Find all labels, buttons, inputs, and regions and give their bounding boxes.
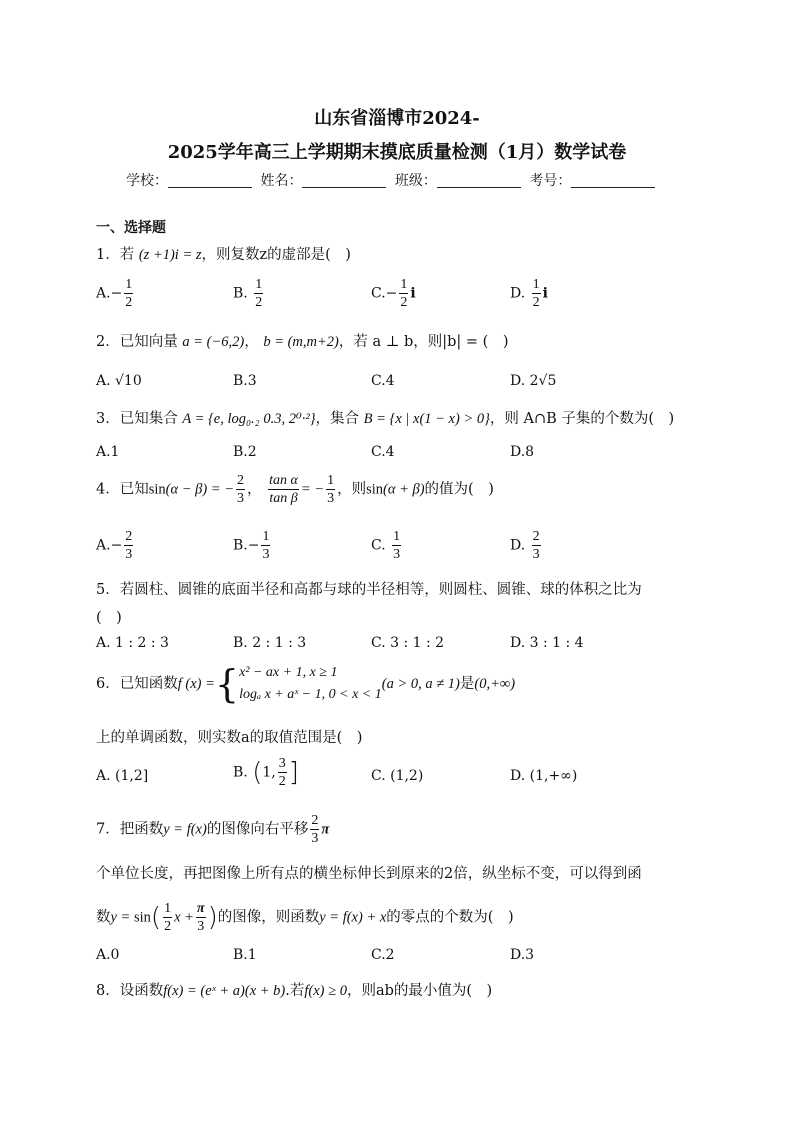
- question-text: 把函数: [119, 821, 164, 838]
- function: y = f(x): [163, 821, 207, 838]
- option-a: A. √10: [96, 373, 142, 389]
- question-5: [96, 578, 642, 599]
- question-3: [96, 407, 674, 428]
- question-text: 已知向量: [119, 334, 178, 350]
- option-d: D. 3 : 1 : 4: [510, 635, 584, 651]
- option-b: B.− $\frac{1}{3}$: [233, 529, 270, 562]
- option-b: B.3: [233, 373, 257, 389]
- function: y = f(x) + x: [319, 909, 387, 926]
- option-label: B.: [233, 537, 248, 554]
- option-d: D. $\frac{1}{2}$ i: [510, 277, 548, 310]
- question-2: [96, 330, 508, 351]
- option-c: C. (1,2): [371, 768, 424, 784]
- option-b: B.1: [233, 947, 257, 963]
- option-c: C.2: [371, 947, 395, 963]
- option-d: D. (1,+∞): [510, 768, 578, 784]
- question-text: 数: [96, 909, 111, 926]
- question-text: 若: [119, 247, 135, 263]
- question-text: 是: [459, 676, 475, 692]
- option-label: B.: [233, 764, 248, 781]
- option-a: A.− $\frac{1}{2}$: [96, 277, 133, 310]
- question-text: 的值为( ): [424, 481, 494, 498]
- question-text: ，: [244, 334, 259, 350]
- question-1: [96, 243, 351, 264]
- set-b: B = {x | x(1 − x) > 0}: [363, 411, 490, 427]
- question-7-line3: 数y = sin( $\frac{1}{2}$ x + $\frac{\pi}{3}$ )的图像，则函数y = f(x) + x的零点的个数为( ): [96, 901, 514, 934]
- question-number: 5．: [96, 582, 120, 598]
- option-c: C.− $\frac{1}{2}$ i: [371, 277, 416, 310]
- math-expression: (z +1)i = z: [138, 247, 202, 263]
- option-b: B.2: [233, 444, 257, 460]
- option-a: A.1: [96, 444, 120, 460]
- option-a: A.0: [96, 947, 120, 963]
- set-a: A = {e, log₀.₂ 0.3, 2⁰·²}: [182, 411, 316, 427]
- question-number: 6．: [96, 676, 120, 692]
- question-text: 已知: [119, 481, 149, 498]
- question-7: 7．把函数y = f(x)的图像向右平移 $\frac{2}{3}$ π: [96, 813, 330, 846]
- piecewise-case-1: x² − ax + 1, x ≥ 1: [239, 665, 338, 680]
- option-label: D.: [510, 537, 526, 554]
- option-label: C.: [371, 285, 386, 302]
- option-d: D. 2√5: [510, 373, 557, 389]
- option-a: A. (1,2]: [96, 768, 149, 784]
- option-b: B. (1, $\frac{3}{2}$ ]: [233, 756, 299, 789]
- vector-a: a = (−6,2): [182, 334, 245, 350]
- question-text: ，集合: [315, 411, 360, 427]
- question-6-line2: 上的单调函数，则实数a的取值范围是( ): [96, 730, 363, 746]
- question-text: ，则复数z的虚部是( ): [201, 247, 351, 263]
- option-c: C.4: [371, 373, 395, 389]
- class-label: 班级：: [394, 173, 437, 189]
- section-title: 一、选择题: [96, 220, 166, 236]
- piecewise-case-2: logₐ x + aˣ − 1, 0 < x < 1: [239, 687, 382, 702]
- option-label: A.: [96, 285, 111, 302]
- option-c: C. 3 : 1 : 2: [371, 635, 445, 651]
- name-blank: [302, 173, 386, 188]
- option-d: D.8: [510, 444, 535, 460]
- question-text: 若圆柱、圆锥的底面半径和高都与球的半径相等，则圆柱、圆锥、球的体积之比为: [119, 582, 642, 598]
- question-7-line2: 个单位长度，再把图像上所有点的横坐标伸长到原来的2倍，纵坐标不变，可以得到函: [96, 866, 642, 882]
- interval: (0,+∞): [474, 676, 516, 692]
- option-label: A.: [96, 537, 111, 554]
- option-label: C.: [371, 537, 386, 554]
- option-a: A.− $\frac{2}{3}$: [96, 529, 133, 562]
- option-c: C.4: [371, 444, 395, 460]
- question-text: ，若 a ⊥ b: [338, 334, 414, 350]
- question-number: 2．: [96, 334, 120, 350]
- option-c: C. $\frac{1}{3}$: [371, 529, 401, 562]
- question-text: 的图像，则函数: [217, 909, 320, 926]
- school-label: 学校：: [126, 173, 168, 189]
- option-label: B.: [233, 285, 248, 302]
- exam-number-blank: [571, 173, 655, 188]
- option-b: B. $\frac{1}{2}$: [233, 277, 263, 310]
- option-d: D.3: [510, 947, 535, 963]
- question-number: 4．: [96, 481, 120, 498]
- question-8: [96, 979, 492, 1000]
- option-label: D.: [510, 285, 526, 302]
- question-4: 4．已知sin(α − β) = − $\frac{2}{3}$ ， $\frac{\text{tan α}}{\text{tan β}}$ = − $\frac{1}{3}$ ，则sin(α + β)的值为( ): [96, 473, 494, 506]
- question-text: ，则ab的最小值为( ): [346, 983, 493, 999]
- condition: (a > 0, a ≠ 1): [381, 676, 460, 692]
- question-text: ，则 A∩B 子集的个数为( ): [489, 411, 675, 427]
- option-d: D. $\frac{2}{3}$: [510, 529, 540, 562]
- question-5-line2: ( ): [96, 610, 122, 626]
- question-text: ，则|b| = ( ): [413, 334, 509, 350]
- function: f(x) = (eˣ + a)(x + b): [163, 983, 286, 999]
- option-a: A. 1 : 2 : 3: [96, 635, 169, 651]
- question-text: 设函数: [119, 983, 164, 999]
- question-text: .若: [285, 983, 305, 999]
- exam-title-line1: 山东省淄博市2024-: [314, 108, 480, 129]
- student-info-row: [126, 170, 659, 190]
- vector-b: b = (m,m+2): [263, 334, 339, 350]
- question-text: 的零点的个数为( ): [386, 909, 514, 926]
- school-blank: [168, 173, 252, 188]
- condition: f(x) ≥ 0: [304, 983, 347, 999]
- name-label: 姓名：: [260, 173, 303, 189]
- question-text: 已知函数: [119, 676, 178, 692]
- question-6: 6．已知函数f (x) ={ x² − ax + 1, x ≥ 1 logₐ x + aˣ − 1, 0 < x < 1 (a > 0, a ≠ 1)是(0,+∞): [96, 662, 516, 706]
- exam-number-label: 考号：: [529, 173, 572, 189]
- option-b: B. 2 : 1 : 3: [233, 635, 307, 651]
- class-blank: [437, 173, 521, 188]
- question-text: 已知集合: [119, 411, 178, 427]
- question-number: 8．: [96, 983, 120, 999]
- question-number: 1．: [96, 247, 120, 263]
- exam-title-line2: 2025学年高三上学期期末摸底质量检测（1月）数学试卷: [167, 142, 627, 163]
- question-number: 3．: [96, 411, 120, 427]
- question-text: 的图像向右平移: [206, 821, 309, 838]
- question-number: 7．: [96, 821, 120, 838]
